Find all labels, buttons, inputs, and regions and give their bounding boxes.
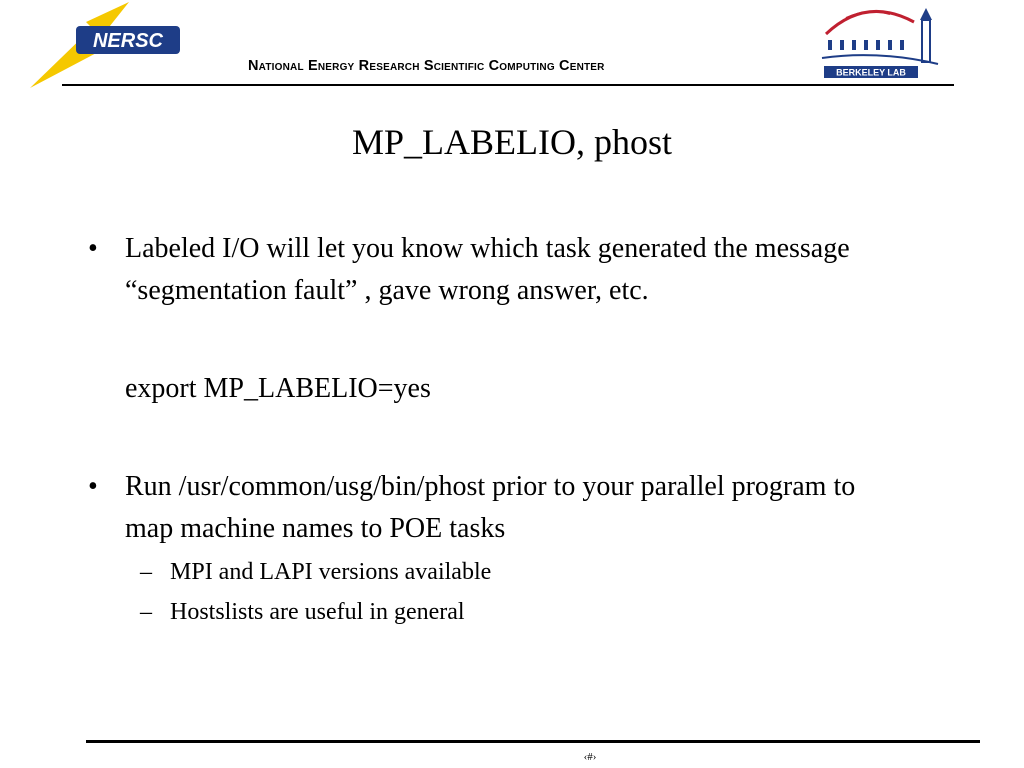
berkeley-lab-logo <box>818 4 946 80</box>
command-text: export MP_LABELIO=yes <box>125 373 431 404</box>
sub-bullet-marker: – <box>140 599 152 625</box>
page-number: ‹#› <box>583 751 597 763</box>
bullet-text: Labeled I/O will let you know which task generated the message “segmentation fault” , gave wrong answer, etc. <box>125 233 850 306</box>
sub-bullet-item <box>140 596 465 628</box>
sub-bullet-text: Hostslists are useful in general <box>170 599 465 625</box>
header-title: National Energy Research Scientific Computing Center <box>248 58 605 74</box>
header-divider <box>62 84 954 86</box>
sub-bullet-text: MPI and LAPI versions available <box>170 559 492 585</box>
slide-title: MP_LABELIO, phost <box>351 122 672 162</box>
bullet-marker: • <box>88 471 98 502</box>
bullet-item <box>88 228 908 312</box>
nersc-logo-text: NERSC <box>92 30 164 52</box>
nersc-logo <box>30 2 190 88</box>
bullet-text: Run /usr/common/usg/bin/phost prior to your parallel program to map machine names to POE tasks <box>125 471 856 544</box>
sub-bullet-item <box>140 556 491 588</box>
bullet-marker: • <box>88 233 98 264</box>
berkeley-lab-logo-text: BERKELEY LAB <box>836 67 906 78</box>
footer-divider <box>86 740 980 743</box>
sub-bullet-marker: – <box>140 559 152 585</box>
bullet-item <box>88 466 908 550</box>
